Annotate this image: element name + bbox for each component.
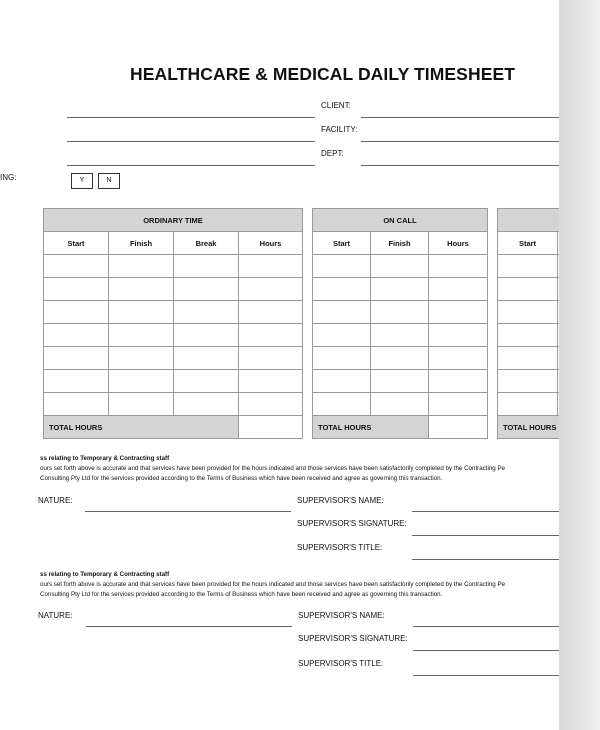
table-row (313, 393, 488, 416)
start-cell[interactable] (313, 278, 371, 301)
table-row (498, 278, 560, 301)
table-row (313, 278, 488, 301)
table-row (44, 393, 303, 416)
supervisor-name-label-2: SUPERVISOR'S NAME: (298, 611, 385, 620)
break-cell[interactable] (174, 347, 239, 370)
start-cell[interactable] (313, 393, 371, 416)
supervisor-title-label-2: SUPERVISOR'S TITLE: (298, 659, 384, 668)
finish-cell[interactable] (371, 278, 429, 301)
break-cell[interactable] (174, 255, 239, 278)
column-header-finish: Finish (371, 232, 429, 255)
declaration-2-heading: ss relating to Temporary & Contracting staff (40, 571, 170, 578)
finish-cell[interactable] (371, 393, 429, 416)
hours-cell[interactable] (429, 301, 488, 324)
finish-cell[interactable] (109, 370, 174, 393)
hours-cell[interactable] (429, 278, 488, 301)
supervisor-signature-field-2[interactable] (413, 650, 559, 651)
supervisor-name-field-1[interactable] (412, 511, 559, 512)
start-cell[interactable] (498, 393, 558, 416)
finish-cell[interactable] (109, 255, 174, 278)
total-hours-cell[interactable] (429, 416, 488, 439)
facility-field[interactable] (361, 141, 559, 142)
dept-field[interactable] (361, 165, 559, 166)
on-call-title: ON CALL (313, 209, 488, 232)
hours-cell[interactable] (429, 370, 488, 393)
finish-cell[interactable] (371, 301, 429, 324)
hours-cell[interactable] (239, 370, 303, 393)
start-cell[interactable] (313, 347, 371, 370)
column-header-hours: Hours (239, 232, 303, 255)
table-row (498, 370, 560, 393)
signature-field-1[interactable] (85, 511, 291, 512)
start-cell[interactable] (498, 370, 558, 393)
client-field[interactable] (361, 117, 559, 118)
table-row (44, 278, 303, 301)
start-cell[interactable] (44, 393, 109, 416)
hours-cell[interactable] (239, 393, 303, 416)
signature-label-2: NATURE: (38, 611, 73, 620)
finish-cell[interactable] (109, 301, 174, 324)
table-row (313, 324, 488, 347)
supervisor-title-label-1: SUPERVISOR'S TITLE: (297, 543, 383, 552)
left-field-line-2[interactable] (67, 141, 315, 142)
facility-label: FACILITY: (321, 125, 358, 134)
yes-checkbox[interactable]: Y (71, 173, 93, 189)
hours-cell[interactable] (429, 347, 488, 370)
declaration-1-line-1: ours set forth above is accurate and that services have been provided for the hours indicated and those services have been satisfactorily completed by the Contracting Pe (40, 465, 506, 472)
supervisor-title-field-1[interactable] (412, 559, 559, 560)
column-header-next (558, 232, 560, 255)
hours-cell[interactable] (429, 255, 488, 278)
ordinary-time-table (43, 208, 303, 439)
hours-cell[interactable] (429, 324, 488, 347)
supervisor-name-label-1: SUPERVISOR'S NAME: (297, 496, 384, 505)
supervisor-signature-label-2: SUPERVISOR'S SIGNATURE: (298, 634, 408, 643)
table-row (44, 301, 303, 324)
declaration-2-line-2: Consulting Pty Ltd for the services provided according to the Terms of Business which have been received and agree as governing this transaction. (40, 591, 443, 598)
client-label: CLIENT: (321, 101, 351, 110)
page-title: HEALTHCARE & MEDICAL DAILY TIMESHEET (129, 64, 516, 84)
signature-field-2[interactable] (86, 626, 292, 627)
start-cell[interactable] (44, 347, 109, 370)
supervisor-signature-field-1[interactable] (412, 535, 559, 536)
next-cell[interactable] (558, 324, 560, 347)
no-checkbox[interactable]: N (98, 173, 120, 189)
finish-cell[interactable] (109, 393, 174, 416)
next-cell[interactable] (558, 255, 560, 278)
finish-cell[interactable] (109, 324, 174, 347)
supervisor-title-field-2[interactable] (413, 675, 559, 676)
break-cell[interactable] (174, 278, 239, 301)
truncated-field-label: ING: (0, 173, 17, 182)
table-row (44, 347, 303, 370)
finish-cell[interactable] (371, 255, 429, 278)
next-cell[interactable] (558, 301, 560, 324)
total-hours-label: TOTAL HOURS (44, 416, 239, 439)
hours-cell[interactable] (239, 324, 303, 347)
start-cell[interactable] (498, 278, 558, 301)
next-cell[interactable] (558, 347, 560, 370)
hours-cell[interactable] (239, 278, 303, 301)
declaration-1-line-2: Consulting Pty Ltd for the services provided according to the Terms of Business which have been received and agree as governing this transaction. (40, 475, 443, 482)
table-row (313, 347, 488, 370)
on-call-table (312, 208, 488, 439)
finish-cell[interactable] (109, 278, 174, 301)
hours-cell[interactable] (239, 347, 303, 370)
break-cell[interactable] (174, 393, 239, 416)
total-hours-cell[interactable] (239, 416, 303, 439)
next-cell[interactable] (558, 370, 560, 393)
table-row (498, 347, 560, 370)
column-header-start: Start (498, 232, 558, 255)
page-edge-shadow (559, 0, 600, 730)
hours-cell[interactable] (239, 255, 303, 278)
left-field-line-3[interactable] (67, 165, 315, 166)
table-row (44, 255, 303, 278)
start-cell[interactable] (44, 301, 109, 324)
column-header-break: Break (174, 232, 239, 255)
table-row (498, 301, 560, 324)
table-row (313, 301, 488, 324)
column-header-start: Start (44, 232, 109, 255)
finish-cell[interactable] (371, 324, 429, 347)
left-field-line-1[interactable] (67, 117, 315, 118)
supervisor-name-field-2[interactable] (413, 626, 559, 627)
table-row (498, 324, 560, 347)
table-row (44, 370, 303, 393)
next-cell[interactable] (558, 278, 560, 301)
break-cell[interactable] (174, 370, 239, 393)
start-cell[interactable] (313, 301, 371, 324)
start-cell[interactable] (498, 255, 558, 278)
ordinary-time-title: ORDINARY TIME (44, 209, 303, 232)
column-header-start: Start (313, 232, 371, 255)
declaration-1-heading: ss relating to Temporary & Contracting staff (40, 455, 170, 462)
break-cell[interactable] (174, 324, 239, 347)
table-row (313, 255, 488, 278)
start-cell[interactable] (498, 324, 558, 347)
start-cell[interactable] (313, 370, 371, 393)
table-row (313, 370, 488, 393)
break-cell[interactable] (174, 301, 239, 324)
third-time-table (497, 208, 559, 439)
start-cell[interactable] (498, 347, 558, 370)
column-header-finish: Finish (109, 232, 174, 255)
supervisor-signature-label-1: SUPERVISOR'S SIGNATURE: (297, 519, 407, 528)
table-row (44, 324, 303, 347)
start-cell[interactable] (313, 324, 371, 347)
column-header-hours: Hours (429, 232, 488, 255)
dept-label: DEPT: (321, 149, 344, 158)
finish-cell[interactable] (371, 347, 429, 370)
finish-cell[interactable] (371, 370, 429, 393)
table-row (498, 255, 560, 278)
start-cell[interactable] (44, 370, 109, 393)
signature-label-1: NATURE: (38, 496, 73, 505)
hours-cell[interactable] (429, 393, 488, 416)
next-cell[interactable] (558, 393, 560, 416)
finish-cell[interactable] (109, 347, 174, 370)
hours-cell[interactable] (239, 301, 303, 324)
start-cell[interactable] (44, 278, 109, 301)
start-cell[interactable] (44, 255, 109, 278)
table-row (498, 393, 560, 416)
total-hours-label: TOTAL HOURS (498, 416, 560, 439)
total-hours-label: TOTAL HOURS (313, 416, 429, 439)
start-cell[interactable] (313, 255, 371, 278)
declaration-2-line-1: ours set forth above is accurate and that services have been provided for the hours indicated and those services have been satisfactorily completed by the Contracting Pe (40, 581, 506, 588)
start-cell[interactable] (498, 301, 558, 324)
third-table-title (498, 209, 560, 232)
start-cell[interactable] (44, 324, 109, 347)
